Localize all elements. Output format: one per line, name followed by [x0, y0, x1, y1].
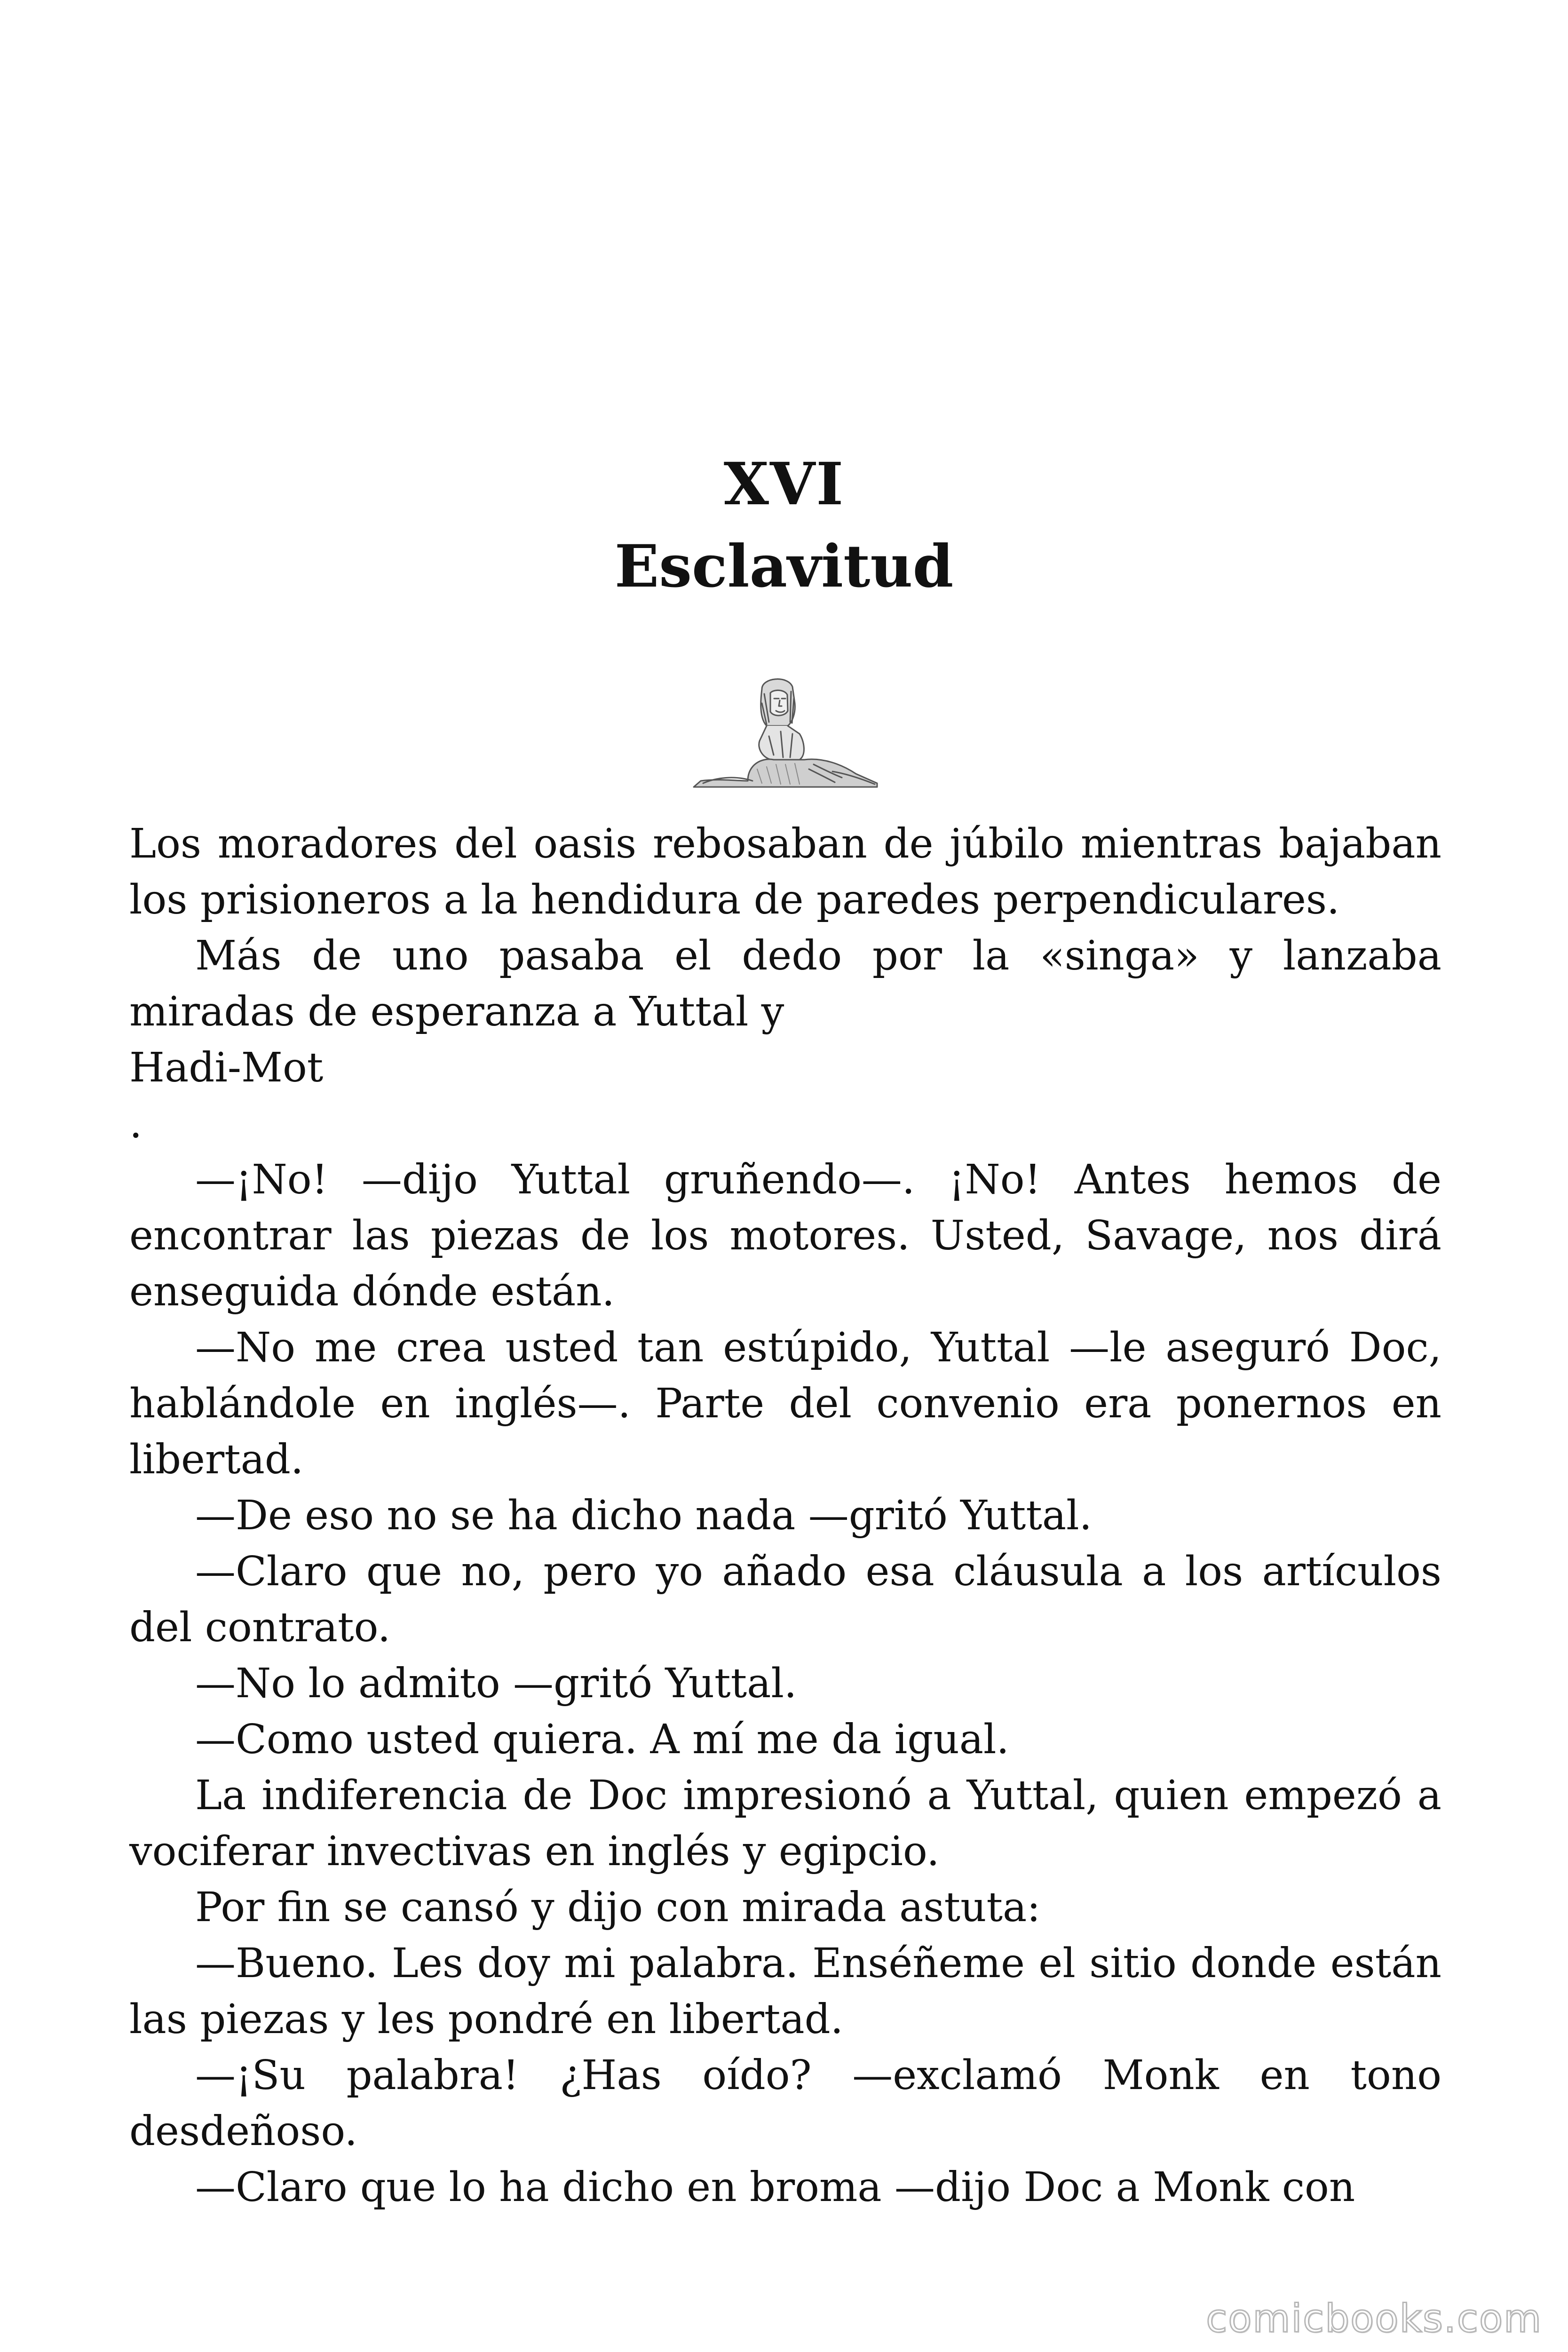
paragraph: Los moradores del oasis rebosaban de júbilo mientras bajaban los prisioneros a la hendidura de paredes perpendiculares. — [129, 820, 1441, 923]
paragraph: Más de uno pasaba el dedo por la «singa» y lanzaba miradas de esperanza a Yuttal y — [129, 932, 1441, 1035]
paragraph: —Claro que lo ha dicho en broma —dijo Doc a Monk con — [195, 2164, 1355, 2211]
chapter-title: Esclavitud — [614, 532, 954, 601]
paragraph: . — [129, 1100, 143, 1147]
paragraph: —Bueno. Les doy mi palabra. Enséñeme el sitio donde están las piezas y les pondré en libertad. — [129, 1940, 1441, 2043]
paragraph: Hadi-Mot — [129, 1044, 324, 1091]
paragraph: —Claro que no, pero yo añado esa cláusula a los artículos del contrato. — [129, 1548, 1441, 1651]
chapter-number: XVI — [723, 450, 845, 518]
paragraph: Por fin se cansó y dijo con mirada astuta: — [195, 1884, 1041, 1931]
paragraph: —¡Su palabra! ¿Has oído? —exclamó Monk en tono desdeñoso. — [129, 2052, 1441, 2155]
body-text — [129, 816, 1441, 2216]
paragraph: —No lo admito —gritó Yuttal. — [195, 1660, 797, 1707]
paragraph: —Como usted quiera. A mí me da igual. — [195, 1716, 1009, 1763]
watermark: comicbooks.com — [1206, 2296, 1542, 2341]
sphinx-icon — [691, 670, 879, 788]
paragraph: —¡No! —dijo Yuttal gruñendo—. ¡No! Antes hemos de encontrar las piezas de los motores. Usted, Savage, nos dirá enseguida dónde están. — [129, 1156, 1441, 1315]
paragraph: —No me crea usted tan estúpido, Yuttal —le aseguró Doc, hablándole en inglés—. Parte del convenio era ponernos en libertad. — [129, 1324, 1441, 1483]
paragraph: —De eso no se ha dicho nada —gritó Yuttal. — [195, 1492, 1092, 1539]
paragraph: La indiferencia de Doc impresionó a Yuttal, quien empezó a vociferar invectivas en inglés y egipcio. — [129, 1772, 1441, 1875]
